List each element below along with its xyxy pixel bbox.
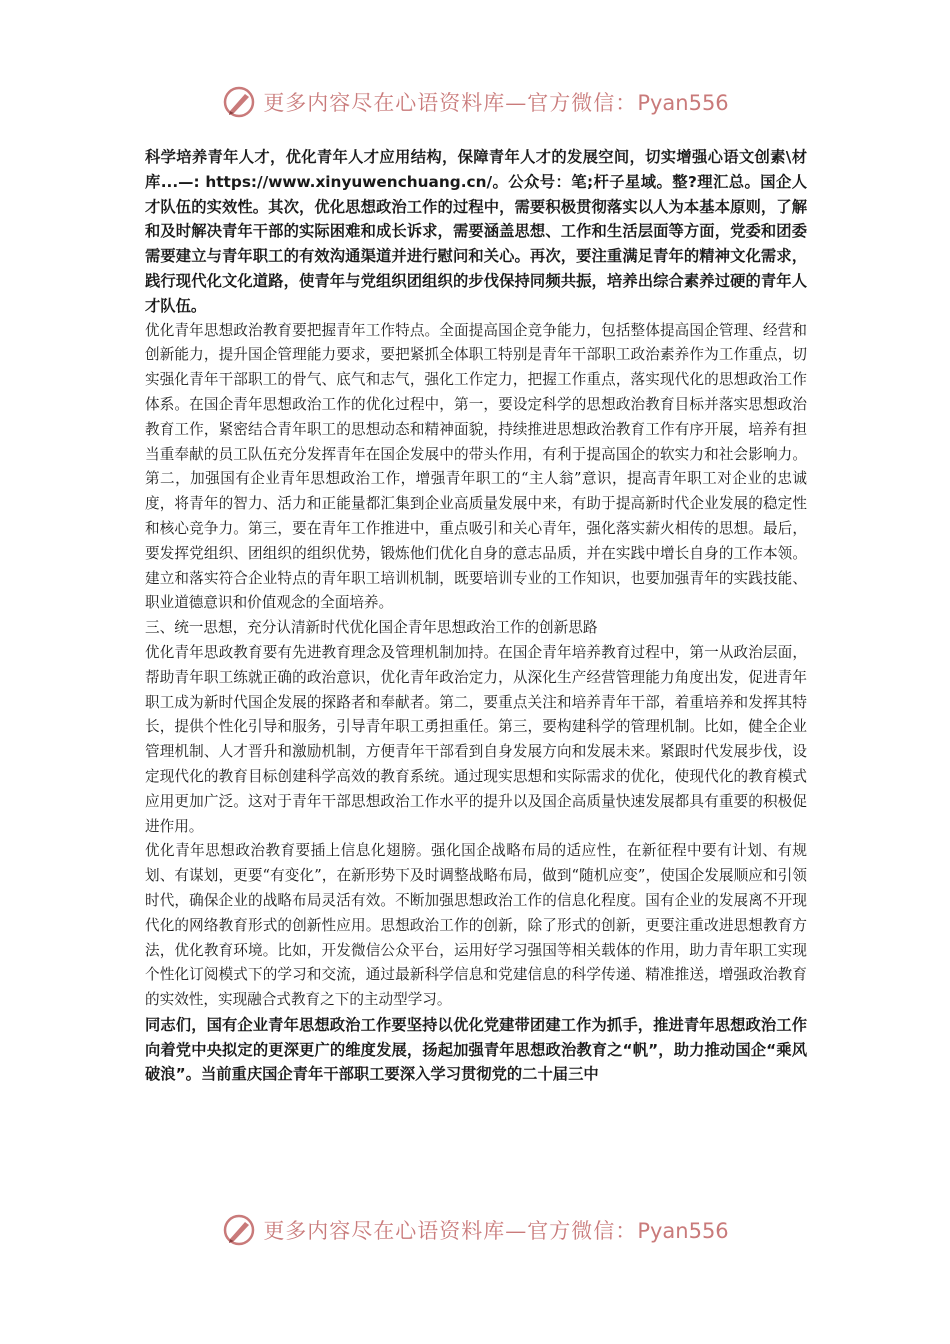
- footer-watermark-text: [263, 1215, 728, 1245]
- pen-logo-icon: [221, 1212, 257, 1248]
- paragraph-1: 科学培养青年人才，优化青年人才应用结构，保障青年人才的发展空间，切实增强心语文创素\材库...—: https://www.xinyuwenchuang.cn/。公众号：笔;杆子星域。整?理汇总。国企人才队伍的实效性。其次，优化思想政治工作的过程中，需要积极贯彻落实以人为本基本原则，了解和及时解决青年干部的实际困难和成长诉求，需要涵盖思想、工作和生活层面等方面，党委和团委需要建立与青年职工的有效沟通渠道并进行慰问和关心。再次，要注重满足青年的精神文化需求，践行现代化文化道路，使青年与党组织团组织的步伐保持同频共振，培养出综合素养过硬的青年人才队伍。: [145, 148, 807, 315]
- header-watermark-id: Pyan556: [637, 91, 729, 115]
- header-watermark-label: 更多内容尽在心语资料库—官方微信：: [263, 91, 638, 115]
- header-watermark-banner: [0, 82, 950, 122]
- footer-watermark-banner: [0, 1210, 950, 1250]
- document-body: [145, 145, 807, 1087]
- footer-watermark-label: 更多内容尽在心语资料库—官方微信：: [263, 1219, 638, 1243]
- paragraph-5: 优化青年思想政治教育要插上信息化翅膀。强化国企战略布局的适应性，在新征程中要有计划、有规划、有谋划，更要“有变化”，在新形势下及时调整战略布局，做到“随机应变”，使国企发展顺应和引领时代，确保企业的战略布局灵活有效。不断加强思想政治工作的信息化程度。国有企业的发展离不开现代化的网络教育形式的创新性应用。思想政治工作的创新，除了形式的创新，更要注重改进思想教育方法，优化教育环境。比如，开发微信公众平台，运用好学习强国等相关载体的作用，助力青年职工实现个性化订阅模式下的学习和交流，通过最新科学信息和党建信息的科学传递、精准推送，增强政治教育的实效性，实现融合式教育之下的主动型学习。: [145, 842, 807, 1009]
- header-watermark-text: [263, 87, 728, 117]
- footer-watermark-id: Pyan556: [637, 1219, 729, 1243]
- paragraph-4: 优化青年思政教育要有先进教育理念及管理机制加持。在国企青年培养教育过程中，第一从政治层面，帮助青年职工练就正确的政治意识，优化青年政治定力，从深化生产经营管理能力角度出发，促进青年职工成为新时代国企发展的探路者和奉献者。第二，要重点关注和培养青年干部，着重培养和发挥其特长，提供个性化引导和服务，引导青年职工勇担重任。第三，要构建科学的管理机制。比如，健全企业管理机制、人才晋升和激励机制，方便青年干部看到自身发展方向和发展未来。紧跟时代发展步伐，设定现代化的教育目标创建科学高效的教育系统。通过现实思想和实际需求的优化，使现代化的教育模式应用更加广泛。这对于青年干部思想政治工作水平的提升以及国企高质量快速发展都具有重要的积极促进作用。: [145, 643, 807, 835]
- paragraph-6: 同志们，国有企业青年思想政治工作要坚持以优化党建带团建工作为抓手，推进青年思想政治工作向着党中央拟定的更深更广的维度发展，扬起加强青年思想政治教育之“帆”，助力推动国企“乘风破浪”。当前重庆国企青年干部职工要深入学习贯彻党的二十届三中: [145, 1015, 807, 1084]
- section-heading-3: 三、统一思想，充分认清新时代优化国企青年思想政治工作的创新思路: [145, 619, 598, 637]
- pen-logo-icon: [221, 84, 257, 120]
- paragraph-2: 优化青年思想政治教育要把握青年工作特点。全面提高国企竞争能力，包括整体提高国企管理、经营和创新能力，提升国企管理能力要求，要把紧抓全体职工特别是青年干部职工政治素养作为工作重点，切实强化青年干部职工的骨气、底气和志气，强化工作定力，把握工作重点，落实现代化的思想政治工作体系。在国企青年思想政治工作的优化过程中，第一，要设定科学的思想政治教育目标并落实思想政治教育工作，紧密结合青年职工的思想动态和精神面貌，持续推进思想政治教育工作有序开展，培养有担当重奉献的员工队伍充分发挥青年在国企发展中的带头作用，有利于提高国企的软实力和社会影响力。第二，加强国有企业青年思想政治工作，增强青年职工的“主人翁”意识，提高青年职工对企业的忠诚度，将青年的智力、活力和正能量都汇集到企业高质量发展中来，有助于提高新时代企业发展的稳定性和核心竞争力。第三，要在青年工作推进中，重点吸引和关心青年，强化落实薪火相传的思想。最后，要发挥党组织、团组织的组织优势，锻炼他们优化自身的意志品质，并在实践中增长自身的工作本领。建立和落实符合企业特点的青年职工培训机制，既要培训专业的工作知识，也要加强青年的实践技能、职业道德意识和价值观念的全面培养。: [145, 321, 807, 612]
